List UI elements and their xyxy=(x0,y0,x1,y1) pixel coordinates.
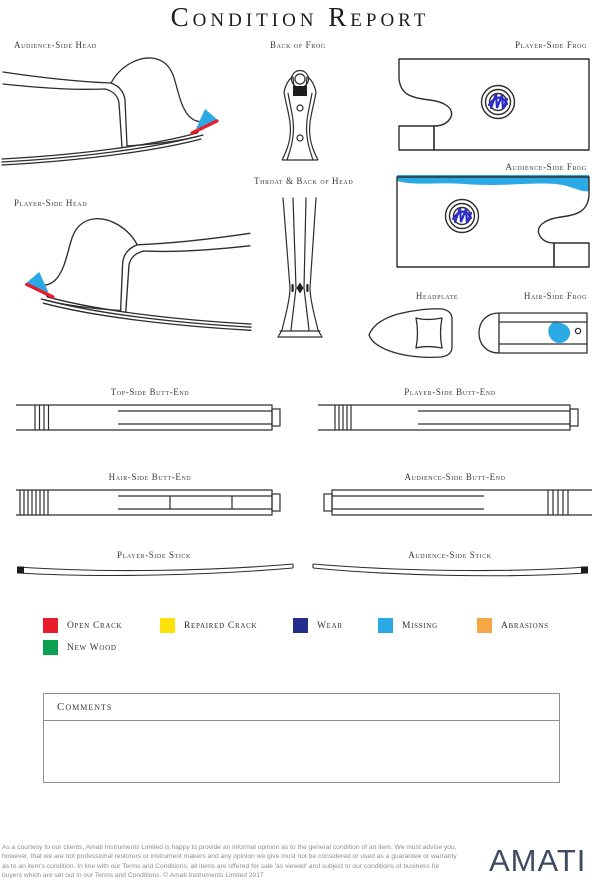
legend-label-missing: Missing xyxy=(402,620,438,631)
legend-label-abrasions: Abrasions xyxy=(501,620,549,631)
legend-item-missing xyxy=(378,618,438,633)
player-side-head-drawing xyxy=(8,212,253,336)
open-crack-swatch xyxy=(43,618,58,633)
headplate-drawing xyxy=(366,305,456,365)
label-hair-side-butt-end: Hair-Side Butt-End xyxy=(108,472,192,482)
player-side-frog-drawing xyxy=(395,55,595,155)
top-side-butt-end-drawing xyxy=(14,400,286,436)
label-audience-side-stick: Audience-Side Stick xyxy=(408,550,492,560)
new-wood-swatch xyxy=(43,640,58,655)
legend-item-open-crack xyxy=(43,618,122,633)
comments-box xyxy=(43,693,560,783)
label-audience-side-frog: Audience-Side Frog xyxy=(505,162,587,172)
throat-back-of-head-drawing xyxy=(270,192,330,344)
label-audience-side-head: Audience-Side Head xyxy=(14,40,97,50)
label-headplate: Headplate xyxy=(415,291,459,301)
comments-input[interactable] xyxy=(44,721,559,782)
label-player-side-stick: Player-Side Stick xyxy=(117,550,191,560)
legend-item-repaired-crack xyxy=(160,618,257,633)
legend-item-abrasions xyxy=(477,618,549,633)
label-audience-side-butt-end: Audience-Side Butt-End xyxy=(404,472,506,482)
audience-side-stick-drawing xyxy=(306,562,594,582)
hair-side-frog-drawing xyxy=(474,309,592,357)
abrasions-swatch xyxy=(477,618,492,633)
legend-label-new-wood: New Wood xyxy=(67,642,117,653)
wear-swatch xyxy=(293,618,308,633)
label-player-side-frog: Player-Side Frog xyxy=(515,40,587,50)
audience-side-head-drawing xyxy=(0,52,235,170)
missing-swatch xyxy=(378,618,393,633)
missing-mark-hair-side xyxy=(548,323,570,343)
label-back-of-frog: Back of Frog xyxy=(270,40,326,50)
legend-item-new-wood xyxy=(43,640,117,655)
legend-label-wear: Wear xyxy=(317,620,343,631)
comments-title: Comments xyxy=(57,701,113,713)
player-side-stick-drawing xyxy=(12,562,296,582)
legend-label-repaired-crack: Repaired Crack xyxy=(184,620,258,631)
label-player-side-butt-end: Player-Side Butt-End xyxy=(404,387,496,397)
amati-logo: AMATI xyxy=(489,843,587,878)
legend-item-wear xyxy=(293,618,343,633)
label-top-side-butt-end: Top-Side Butt-End xyxy=(110,387,190,397)
hair-side-butt-end-drawing xyxy=(14,485,286,521)
legend-label-open-crack: Open Crack xyxy=(67,620,123,631)
page-title: Condition Report xyxy=(170,2,430,32)
audience-side-frog-drawing xyxy=(395,172,595,272)
audience-side-butt-end-drawing xyxy=(316,485,594,521)
label-throat-back-of-head: Throat & Back of Head xyxy=(254,176,354,186)
footer-disclaimer: As a courtesy to our clients, Amati Instruments Limited is happy to provide an informal opinion as to the general condition of an item. We must advise you, however, that we are not professional restorers or instrument makers and any opinion we give must not be considered or used as a guarantee or warranty as to an item's condition. In line with our Terms and Conditions, all items are offered for sale 'as viewed' and subject to our conditions of business for buyers which are set out in our Terms and Conditions. © Amati Instruments Limited 2017 xyxy=(2,844,457,879)
repaired-crack-swatch xyxy=(160,618,175,633)
player-side-butt-end-drawing xyxy=(316,400,584,436)
label-player-side-head: Player-Side Head xyxy=(14,198,88,208)
label-hair-side-frog: Hair-Side Frog xyxy=(523,291,587,301)
comments-header xyxy=(44,694,559,721)
back-of-frog-drawing xyxy=(272,66,330,168)
